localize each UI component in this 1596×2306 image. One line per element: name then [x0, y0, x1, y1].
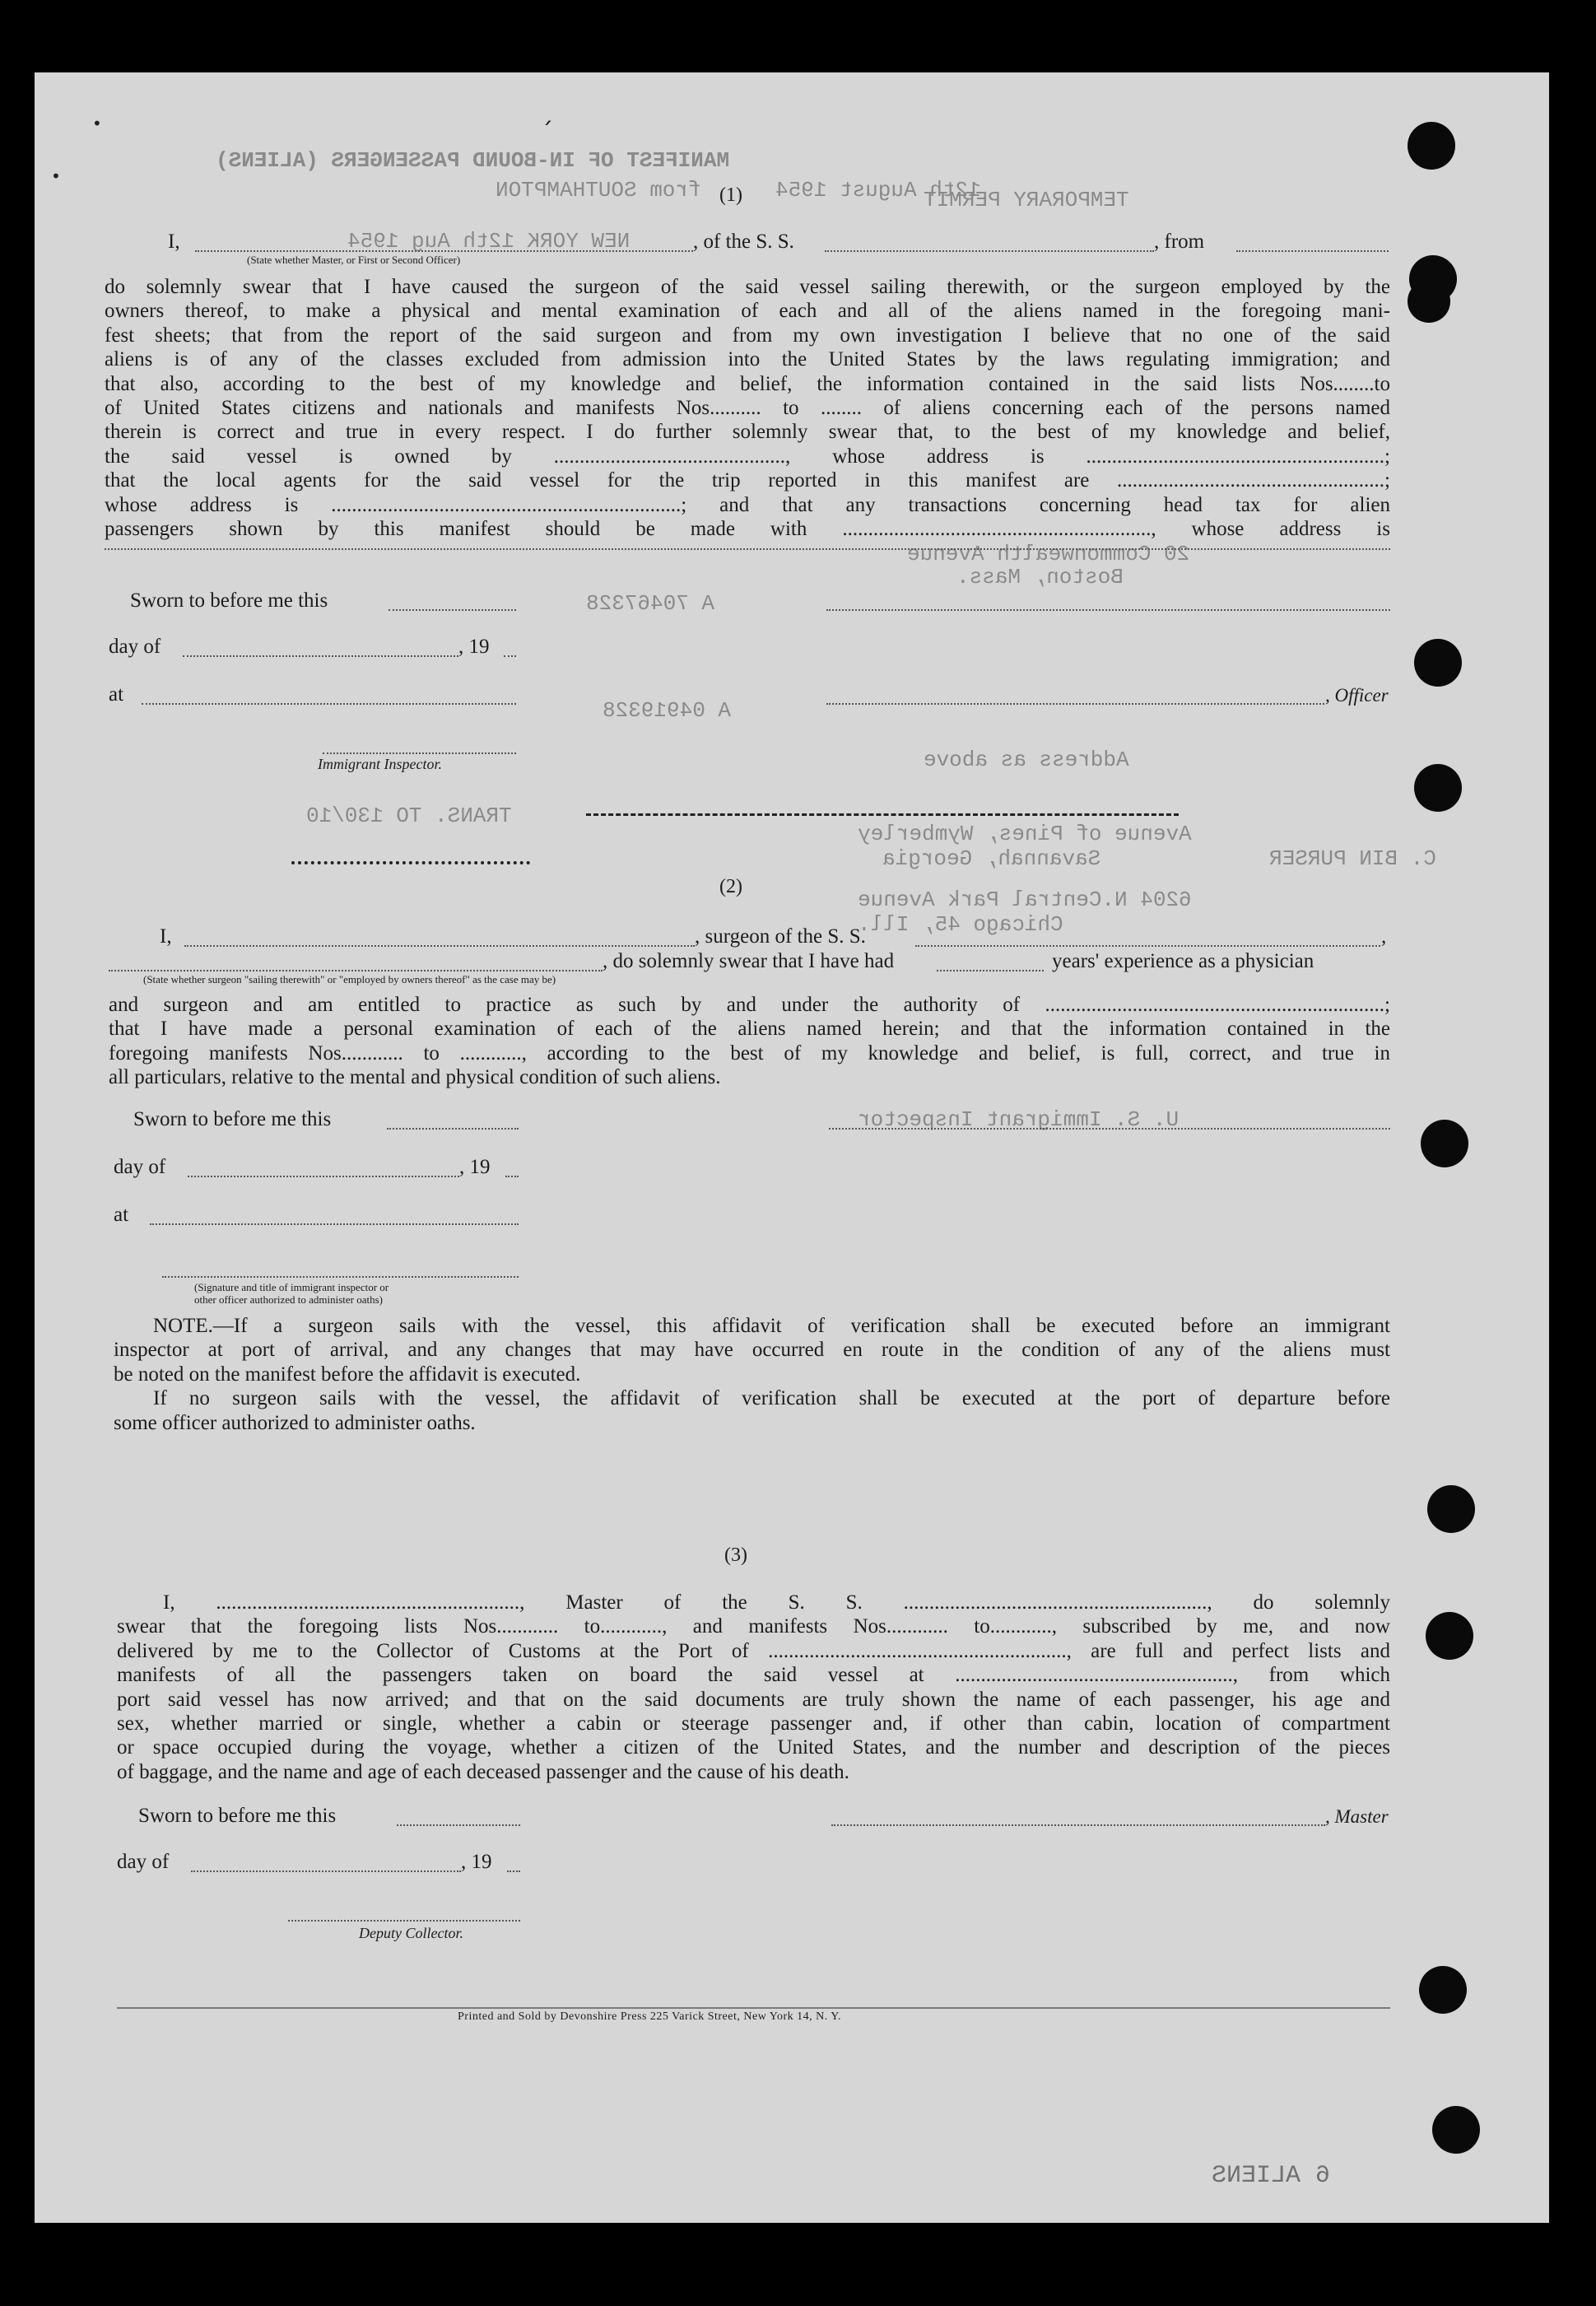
bleed-row: Boston, Mass. [956, 565, 1124, 589]
s2-oath-text [109, 993, 1390, 1090]
s1-officer-field[interactable] [195, 250, 693, 252]
s1-line: that also, according to the best of my knowledge and belief, the information contained in the said lists Nos........to [105, 372, 1390, 395]
s2-at-field[interactable] [150, 1223, 519, 1225]
s1-day-field[interactable] [183, 655, 458, 657]
s2-day-of: day of [114, 1156, 166, 1178]
s1-officer: , Officer [1325, 685, 1389, 706]
punch-hole [1427, 1485, 1475, 1533]
bleed-trans: TRANS. TO 130/10 [306, 804, 512, 828]
s2-ss-label: , surgeon of the S. S. [695, 925, 866, 948]
s1-line: fest sheets; that from the report of the said surgeon and from my own investigation I believe that no one of the said [105, 324, 1390, 347]
s1-ss-label: , of the S. S. [693, 231, 794, 253]
s3-line: delivered by me to the Collector of Customs at the Port of .........................................................., are full and perfect lists and [117, 1639, 1390, 1662]
s3-day-of: day of [117, 1851, 170, 1873]
ink-mark: ˏ [541, 97, 553, 126]
s2-swear: , do solemnly swear that I have had [603, 950, 895, 972]
s3-line: port said vessel has now arrived; and that on the said documents are truly shown the name of each passenger, his age and [117, 1688, 1390, 1711]
bleed-aliens: 6 ALIENS [1212, 2162, 1331, 2190]
s1-signature-field[interactable] [826, 609, 1390, 611]
s2-sworn: Sworn to before me this [133, 1108, 332, 1130]
s2-signature-field[interactable] [829, 1128, 1390, 1130]
s2-sig-field[interactable] [162, 1276, 519, 1278]
s1-year-field[interactable] [504, 655, 516, 657]
s3-line: manifests of all the passengers taken on board the said vessel at ......................................................, from which [117, 1664, 1390, 1687]
s1-inspector-field[interactable] [323, 752, 516, 754]
bleed-from: from SOUTHAMPTON [496, 178, 701, 203]
s1-line: therein is correct and true in every respect. I do further solemnly swear that, to the best of my knowledge and belief, [105, 421, 1390, 444]
footer-rule [117, 2007, 1390, 2009]
s1-from-label: , from [1154, 231, 1205, 253]
s1-at: at [109, 683, 124, 706]
s3-collector: Deputy Collector. [359, 1925, 463, 1941]
form-sheet [35, 72, 1549, 2223]
s3-day-field[interactable] [191, 1870, 461, 1872]
s3-sworn: Sworn to before me this [138, 1805, 337, 1827]
strike-dots [291, 861, 530, 864]
s3-line: or space occupied during the voyage, whether a citizen of the United States, and the number and description of the pieces [117, 1736, 1390, 1759]
bleed-title: MANIFEST OF IN-BOUND PASSENGERS (ALIENS) [216, 148, 730, 173]
s3-line: swear that the foregoing lists Nos............ to............, and manifests Nos............ to............, subscribed by me, and now [117, 1615, 1390, 1638]
bleed-row: A 70467328 [586, 591, 715, 616]
s2-caption: (State whether surgeon "sailing therewith" or "employed by owners thereof" as the case may be) [143, 973, 556, 985]
note-line: If no surgeon sails with the vessel, the affidavit of verification shall be executed at the port of departure before [153, 1387, 1390, 1410]
punch-hole [1408, 280, 1450, 323]
s2-surgeon-field[interactable] [184, 945, 695, 947]
bleed-row: Chicago 45, Ill. [858, 912, 1063, 937]
s2-year: , 19 [459, 1156, 491, 1178]
s1-line: that the local agents for the said vessel for the trip reported in this manifest are ....................................................; [105, 469, 1390, 492]
punch-hole [1421, 1120, 1468, 1167]
ink-mark: • [51, 166, 61, 186]
s1-at-field[interactable] [142, 703, 516, 705]
punch-hole [1419, 1966, 1467, 2014]
bleed-permit: TEMPORARY PERMIT [924, 188, 1129, 212]
s2-at: at [114, 1204, 129, 1226]
bleed-row: 20 Commonwealth Avenue [907, 542, 1190, 566]
ink-mark: • [92, 114, 102, 133]
punch-hole [1426, 1612, 1473, 1660]
note-line: be noted on the manifest before the affidavit is executed. [114, 1363, 581, 1386]
s2-line: all particulars, relative to the mental and physical condition of such aliens. [109, 1066, 721, 1089]
s3-line: sex, whether married or single, whether a cabin or steerage passenger and, if other than cabin, location of compartment [117, 1712, 1390, 1735]
punch-hole [1432, 2106, 1480, 2154]
s2-vessel-field[interactable] [915, 945, 1380, 947]
bleed-row: Address as above [924, 748, 1129, 772]
s1-line: do solemnly swear that I have caused the surgeon of the said vessel sailing therewith, or the surgeon employed by the [105, 276, 1390, 298]
bleed-row: Avenue of Pines, Wymberley [858, 822, 1192, 846]
s1-line: passengers shown by this manifest should be made with ............................................................, whose address is [105, 518, 1390, 541]
bleed-row: 6204 N.Central Park Avenue [858, 887, 1192, 912]
s1-day-of: day of [109, 636, 161, 658]
punch-hole [1414, 639, 1462, 687]
s3-sworn-field[interactable] [397, 1824, 520, 1826]
note-line: inspector at port of arrival, and any changes that may have occurred en route in the condition of any of the aliens must [114, 1339, 1390, 1362]
s1-officer-sign-field[interactable] [826, 703, 1324, 705]
s2-comma: , [1381, 925, 1387, 948]
bleed-arr: NEW YORK 12th Aug 1954 [347, 229, 630, 254]
s2-line: and surgeon and am entitled to practice as such by and under the authority of ..................................................................; [109, 994, 1390, 1016]
s1-i-label: I, [168, 231, 180, 253]
bleed-row: Savannah, Georgia [882, 846, 1101, 871]
s3-master: , Master [1325, 1806, 1389, 1827]
s1-line: owners thereof, to make a physical and mental examination of each and all of the aliens named in the foregoing mani- [105, 300, 1390, 323]
s3-collector-field[interactable] [288, 1920, 520, 1922]
s2-day-field[interactable] [188, 1176, 459, 1177]
s2-line: foregoing manifests Nos............ to ............, according to the best of my knowledge and belief, is full, correct, and true in [109, 1041, 1390, 1064]
note-line: NOTE.—If a surgeon sails with the vessel, this affidavit of verification shall be executed before an immigrant [153, 1315, 1390, 1337]
bleed-purser: C. BIN PURSER [1269, 846, 1436, 871]
s1-line: the said vessel is owned by ............................................., whose address is ..........................................................; [105, 445, 1390, 468]
s2-i-label: I, [160, 925, 172, 948]
s3-year-field[interactable] [507, 1870, 520, 1872]
s2-year-field[interactable] [505, 1176, 519, 1177]
s1-year: , 19 [458, 636, 490, 658]
s2-type-field[interactable] [109, 970, 603, 971]
section-2-header: (2) [719, 876, 742, 897]
s2-sig-caption-1: (Signature and title of immigrant inspector or [194, 1281, 389, 1293]
bleed-row: A 04919328 [603, 698, 732, 723]
s1-caption: (State whether Master, or First or Second Officer) [247, 254, 461, 266]
note-line: some officer authorized to administer oaths. [114, 1411, 476, 1434]
s3-year: , 19 [461, 1851, 492, 1873]
punch-hole [1408, 122, 1455, 170]
s2-line: that I have made a personal examination of each of the aliens named herein; and that the information contained in the [109, 1018, 1390, 1041]
bleed-date: 12th August 1954 [775, 178, 981, 203]
printer-footer: Printed and Sold by Devonshire Press 225 Varick Street, New York 14, N. Y. [458, 2010, 842, 2023]
s2-note [114, 1314, 1390, 1435]
s1-line: whose address is ....................................................................; and that any transactions concerning head tax for alien [105, 493, 1390, 516]
s1-from-field[interactable] [1236, 250, 1389, 252]
s2-sig-caption-2: other officer authorized to administer oaths) [194, 1293, 383, 1306]
s1-inspector: Immigrant Inspector. [318, 756, 442, 772]
punch-hole [1414, 764, 1462, 812]
s3-oath-text [117, 1591, 1390, 1784]
s1-sworn: Sworn to before me this [130, 589, 328, 612]
s1-line: of United States citizens and nationals and manifests Nos.......... to ........ of aliens concerning each of the persons named [105, 397, 1390, 420]
s3-line: of baggage, and the name and age of each deceased passenger and the cause of his death. [117, 1760, 849, 1783]
section-3-header: (3) [724, 1544, 747, 1566]
bleed-row: U. S. Immigrant Inspector [858, 1107, 1180, 1132]
s3-master-field[interactable] [831, 1824, 1325, 1826]
s1-oath-text [105, 275, 1390, 541]
s1-line: aliens is of any of the classes excluded from admission into the United States by the laws regulating immigration; and [105, 348, 1390, 371]
s1-address-field[interactable] [105, 548, 1390, 550]
s3-line: I, ..........................................................., Master of the S. S. ..........................................................., do solemnly [163, 1591, 1390, 1614]
section-1-header: (1) [719, 184, 742, 206]
s1-sworn-field[interactable] [389, 609, 516, 611]
s1-vessel-field[interactable] [825, 250, 1154, 252]
strike-line [586, 813, 1179, 816]
s2-years-label: years' experience as a physician [1052, 950, 1314, 972]
s2-years-field[interactable] [937, 970, 1044, 971]
s2-sworn-field[interactable] [387, 1128, 519, 1130]
